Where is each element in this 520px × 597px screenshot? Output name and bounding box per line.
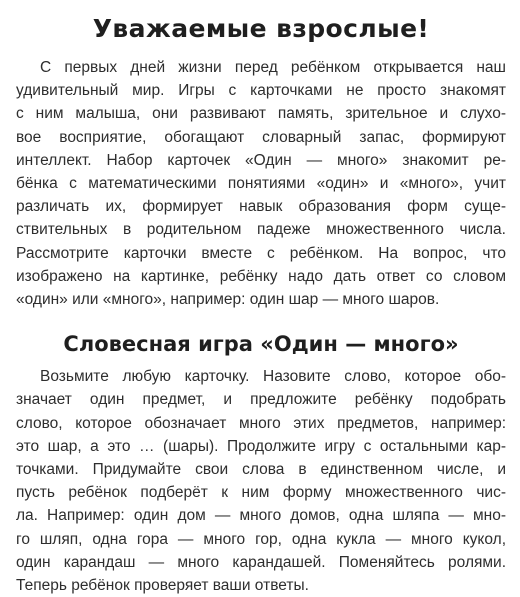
intro-paragraph [16,56,506,311]
section-title-word-game: Словесная игра «Один — много» [63,332,459,357]
paragraph-line: Рассмотрите карточки вместе с ребёнком. На вопрос, что [16,244,506,262]
paragraph-line: интеллект. Набор карточек «Один — много» знакомит ре- [16,151,506,169]
paragraph-line: значает один предмет, и предложите ребёнку подобрать [16,391,506,409]
paragraph-line: вое восприятие, обогащают словарный запас, формируют [16,128,506,146]
paragraph-line: слово, которое обозначает много этих предметов, например: [16,414,506,432]
paragraph-line: с ним малыша, они развивают память, зрительное и слухо- [16,105,506,123]
section-title-dear-adults: Уважаемые взрослые! [92,14,430,43]
paragraph-line: точками. Придумайте свои слова в единственном числе, и [16,461,506,479]
paragraph-line: пусть ребёнок подберёт к ним форму множественного чис- [16,484,506,502]
paragraph-line: удивительный мир. Игры с карточками не просто знакомят [16,82,506,100]
paragraph-line: один карандаш — много карандашей. Поменяйтесь ролями. [16,553,506,571]
paragraph-line: это шар, а это … (шары). Продолжите игру с остальными кар- [16,437,506,455]
paragraph-line: различать их, формирует навык образования форм суще- [16,198,506,216]
paragraph-line: «один» или «много», например: один шар — много шаров. [16,291,440,309]
paragraph-line: изображено на картинке, ребёнку надо дать ответ со словом [16,267,506,285]
paragraph-line: ла. Например: один дом — много домов, одна шляпа — мно- [16,507,506,525]
paragraph-line: бёнка с математическими понятиями «один» и «много», учит [16,175,506,193]
paragraph-line: ствительных в родительном падеже множественного числа. [16,221,506,239]
paragraph-line: Возьмите любую карточку. Назовите слово, которое обо- [40,368,506,386]
paragraph-line: С первых дней жизни перед ребёнком открывается наш [40,59,506,76]
paragraph-line: го шляп, одна гора — много гор, одна кукла — много кукол, [16,530,506,548]
game-instructions-paragraph [16,365,506,597]
paragraph-line: Теперь ребёнок проверяет ваши ответы. [16,577,309,595]
